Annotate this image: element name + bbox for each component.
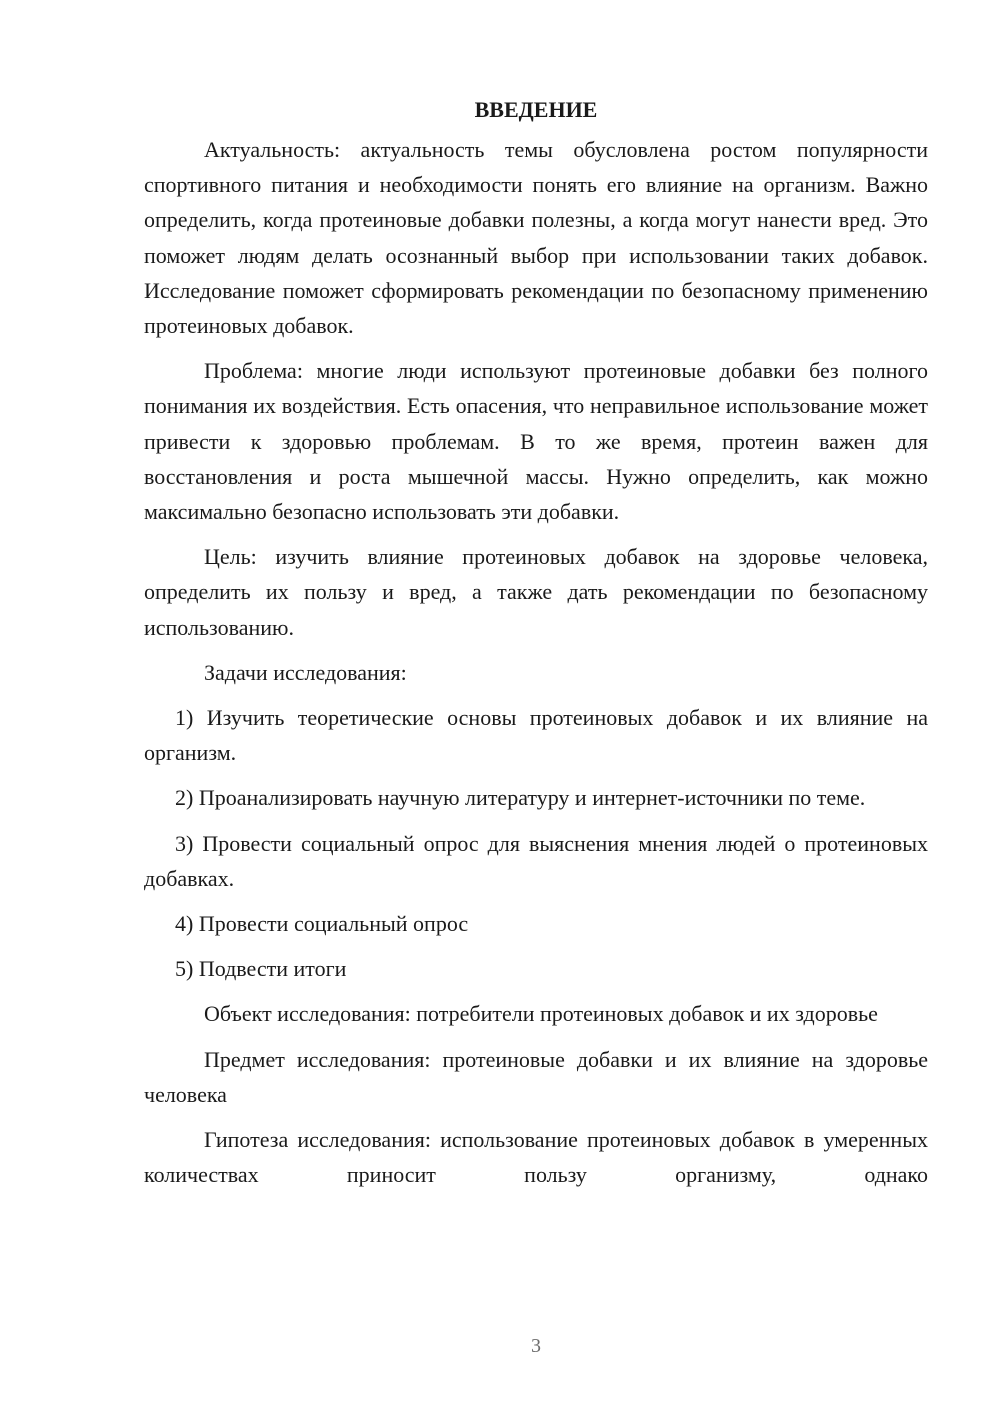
task-item-5: 5) Подвести итоги [175, 956, 347, 982]
hypothesis-paragraph: Гипотеза исследования: использование протеиновых добавок в умеренных количествах приносит пользу организму, однако [144, 1127, 928, 1188]
tasks-heading: Задачи исследования: [204, 659, 407, 685]
object-paragraph: Объект исследования: потребители протеиновых добавок и их здоровье [204, 1001, 878, 1027]
problem-paragraph: Проблема: многие люди используют протеиновые добавки без полного понимания их воздействия. Есть опасения, что неправильное использование может привести к здоровью проблемам. В то же время, протеин важен для восстановления и роста мышечной массы. Нужно определить, как можно максимально безопасно использовать эти добавки. [144, 358, 928, 525]
goal-paragraph: Цель: изучить влияние протеиновых добавок на здоровье человека, определить их пользу и вред, а также дать рекомендации по безопасному использованию. [144, 544, 928, 640]
task-item-1: 1) Изучить теоретические основы протеиновых добавок и их влияние на организм. [144, 705, 928, 766]
section-heading: ВВЕДЕНИЕ [474, 97, 598, 122]
document-page [144, 92, 928, 1202]
page-number: 3 [531, 1335, 541, 1357]
subject-paragraph: Предмет исследования: протеиновые добавки и их влияние на здоровье человека [144, 1046, 928, 1107]
relevance-paragraph: Актуальность: актуальность темы обусловлена ростом популярности спортивного питания и необходимости понять его влияние на организм. Важно определить, когда протеиновые добавки полезны, а когда могут нанести вред. Это поможет людям делать осознанный выбор при использовании таких добавок. Исследование поможет сформировать рекомендации по безопасному применению протеиновых добавок. [144, 137, 928, 339]
task-item-4: 4) Провести социальный опрос [175, 911, 469, 937]
task-item-2: 2) Проанализировать научную литературу и интернет-источники по теме. [175, 785, 866, 811]
task-item-3: 3) Провести социальный опрос для выяснения мнения людей о протеиновых добавках. [144, 830, 928, 891]
